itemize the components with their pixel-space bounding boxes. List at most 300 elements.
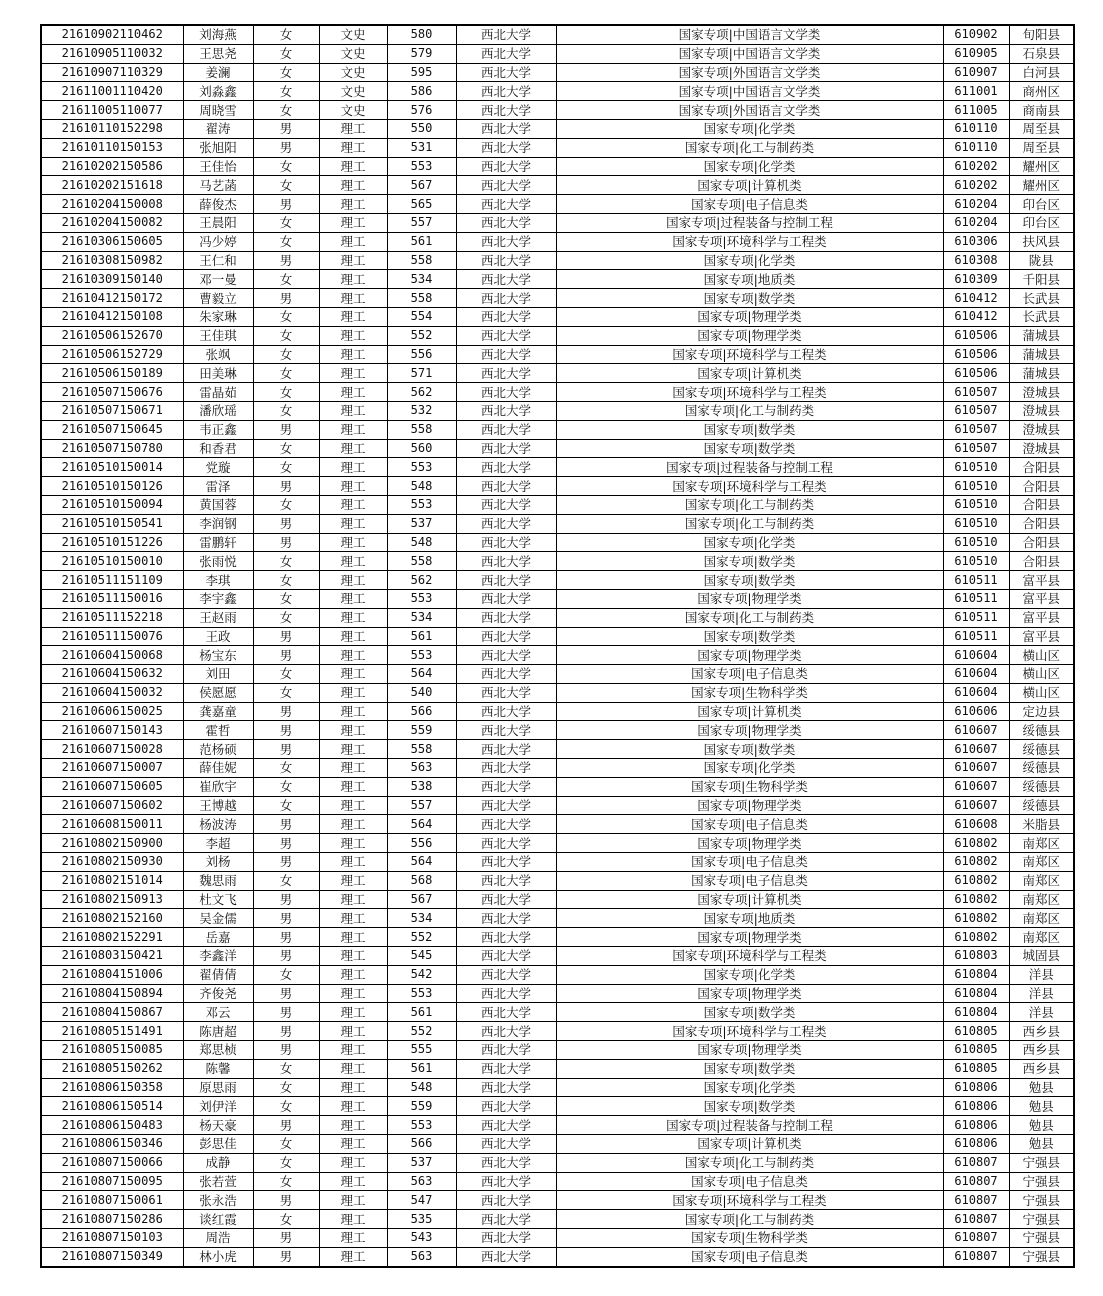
university-cell: 西北大学 — [456, 1116, 556, 1135]
program-major-cell: 国家专项|化工与制药类 — [556, 138, 943, 157]
region-code-cell: 610806 — [943, 1078, 1009, 1097]
university-cell: 西北大学 — [456, 871, 556, 890]
region-code-cell: 610804 — [943, 965, 1009, 984]
gender-cell: 女 — [253, 326, 319, 345]
subject-track-cell: 理工 — [319, 702, 387, 721]
region-code-cell: 610902 — [943, 25, 1009, 44]
gender-cell: 女 — [253, 683, 319, 702]
county-cell: 石泉县 — [1009, 44, 1074, 63]
admission-list-table — [40, 24, 1075, 1268]
subject-track-cell: 理工 — [319, 213, 387, 232]
program-major-cell: 国家专项|环境科学与工程类 — [556, 345, 943, 364]
table-row — [41, 721, 1074, 740]
exam-id-cell: 21610804150867 — [41, 1003, 183, 1022]
table-row — [41, 251, 1074, 270]
subject-track-cell: 理工 — [319, 665, 387, 684]
student-name-cell: 党璇 — [183, 458, 253, 477]
county-cell: 印台区 — [1009, 213, 1074, 232]
table-row — [41, 1041, 1074, 1060]
gender-cell: 男 — [253, 984, 319, 1003]
subject-track-cell: 理工 — [319, 834, 387, 853]
county-cell: 周至县 — [1009, 138, 1074, 157]
program-major-cell: 国家专项|数学类 — [556, 420, 943, 439]
exam-id-cell: 21610807150286 — [41, 1210, 183, 1229]
county-cell: 西乡县 — [1009, 1041, 1074, 1060]
region-code-cell: 610607 — [943, 721, 1009, 740]
university-cell: 西北大学 — [456, 401, 556, 420]
table-row — [41, 589, 1074, 608]
county-cell: 蒲城县 — [1009, 326, 1074, 345]
county-cell: 富平县 — [1009, 589, 1074, 608]
region-code-cell: 610802 — [943, 871, 1009, 890]
table-row — [41, 82, 1074, 101]
university-cell: 西北大学 — [456, 213, 556, 232]
county-cell: 澄城县 — [1009, 420, 1074, 439]
program-major-cell: 国家专项|计算机类 — [556, 176, 943, 195]
program-major-cell: 国家专项|物理学类 — [556, 834, 943, 853]
county-cell: 南郑区 — [1009, 928, 1074, 947]
score-cell: 543 — [387, 1229, 456, 1248]
student-name-cell: 雷泽 — [183, 477, 253, 496]
gender-cell: 男 — [253, 721, 319, 740]
county-cell: 米脂县 — [1009, 815, 1074, 834]
county-cell: 洋县 — [1009, 965, 1074, 984]
student-name-cell: 雷晶茹 — [183, 383, 253, 402]
table-row — [41, 44, 1074, 63]
table-row — [41, 157, 1074, 176]
subject-track-cell: 理工 — [319, 627, 387, 646]
region-code-cell: 610802 — [943, 890, 1009, 909]
student-name-cell: 翟倩倩 — [183, 965, 253, 984]
student-name-cell: 霍哲 — [183, 721, 253, 740]
table-row — [41, 458, 1074, 477]
university-cell: 西北大学 — [456, 157, 556, 176]
student-name-cell: 张永浩 — [183, 1191, 253, 1210]
table-row — [41, 1003, 1074, 1022]
gender-cell: 男 — [253, 909, 319, 928]
student-name-cell: 郑思桢 — [183, 1041, 253, 1060]
subject-track-cell: 理工 — [319, 646, 387, 665]
gender-cell: 男 — [253, 477, 319, 496]
county-cell: 富平县 — [1009, 627, 1074, 646]
program-major-cell: 国家专项|数学类 — [556, 552, 943, 571]
exam-id-cell: 21610510150541 — [41, 514, 183, 533]
table-row — [41, 853, 1074, 872]
county-cell: 陇县 — [1009, 251, 1074, 270]
score-cell: 542 — [387, 965, 456, 984]
program-major-cell: 国家专项|化工与制药类 — [556, 495, 943, 514]
gender-cell: 女 — [253, 1059, 319, 1078]
student-name-cell: 曹毅立 — [183, 289, 253, 308]
gender-cell: 男 — [253, 533, 319, 552]
subject-track-cell: 文史 — [319, 82, 387, 101]
score-cell: 553 — [387, 589, 456, 608]
subject-track-cell: 理工 — [319, 157, 387, 176]
university-cell: 西北大学 — [456, 458, 556, 477]
table-row — [41, 514, 1074, 533]
table-row — [41, 364, 1074, 383]
program-major-cell: 国家专项|过程装备与控制工程 — [556, 213, 943, 232]
exam-id-cell: 21610507150645 — [41, 420, 183, 439]
gender-cell: 女 — [253, 401, 319, 420]
region-code-cell: 610607 — [943, 796, 1009, 815]
county-cell: 宁强县 — [1009, 1247, 1074, 1266]
student-name-cell: 张旭阳 — [183, 138, 253, 157]
university-cell: 西北大学 — [456, 176, 556, 195]
gender-cell: 男 — [253, 702, 319, 721]
university-cell: 西北大学 — [456, 138, 556, 157]
student-name-cell: 彭思佳 — [183, 1135, 253, 1154]
exam-id-cell: 21610802150913 — [41, 890, 183, 909]
student-name-cell: 崔欣宇 — [183, 777, 253, 796]
subject-track-cell: 理工 — [319, 796, 387, 815]
region-code-cell: 610511 — [943, 608, 1009, 627]
student-name-cell: 杨波涛 — [183, 815, 253, 834]
student-name-cell: 谈红霞 — [183, 1210, 253, 1229]
county-cell: 商州区 — [1009, 82, 1074, 101]
subject-track-cell: 理工 — [319, 1078, 387, 1097]
region-code-cell: 610510 — [943, 477, 1009, 496]
university-cell: 西北大学 — [456, 834, 556, 853]
university-cell: 西北大学 — [456, 552, 556, 571]
table-row — [41, 477, 1074, 496]
program-major-cell: 国家专项|计算机类 — [556, 1135, 943, 1154]
gender-cell: 女 — [253, 101, 319, 120]
table-row — [41, 1097, 1074, 1116]
region-code-cell: 610607 — [943, 740, 1009, 759]
program-major-cell: 国家专项|电子信息类 — [556, 1172, 943, 1191]
student-name-cell: 周晓雪 — [183, 101, 253, 120]
program-major-cell: 国家专项|生物科学类 — [556, 777, 943, 796]
table-row — [41, 213, 1074, 232]
university-cell: 西北大学 — [456, 665, 556, 684]
program-major-cell: 国家专项|化工与制药类 — [556, 1210, 943, 1229]
score-cell: 553 — [387, 1116, 456, 1135]
region-code-cell: 610511 — [943, 627, 1009, 646]
score-cell: 595 — [387, 63, 456, 82]
subject-track-cell: 理工 — [319, 289, 387, 308]
county-cell: 洋县 — [1009, 984, 1074, 1003]
program-major-cell: 国家专项|化工与制药类 — [556, 514, 943, 533]
gender-cell: 女 — [253, 157, 319, 176]
table-row — [41, 270, 1074, 289]
exam-id-cell: 21610412150172 — [41, 289, 183, 308]
county-cell: 长武县 — [1009, 289, 1074, 308]
student-name-cell: 黄国蓉 — [183, 495, 253, 514]
score-cell: 532 — [387, 401, 456, 420]
program-major-cell: 国家专项|中国语言文学类 — [556, 25, 943, 44]
region-code-cell: 610806 — [943, 1116, 1009, 1135]
exam-id-cell: 21610805150085 — [41, 1041, 183, 1060]
exam-id-cell: 21610204150082 — [41, 213, 183, 232]
exam-id-cell: 21610506152729 — [41, 345, 183, 364]
subject-track-cell: 理工 — [319, 477, 387, 496]
student-name-cell: 刘海燕 — [183, 25, 253, 44]
program-major-cell: 国家专项|物理学类 — [556, 1041, 943, 1060]
subject-track-cell: 理工 — [319, 589, 387, 608]
region-code-cell: 610511 — [943, 589, 1009, 608]
university-cell: 西北大学 — [456, 383, 556, 402]
subject-track-cell: 理工 — [319, 251, 387, 270]
table-row — [41, 420, 1074, 439]
student-name-cell: 李琪 — [183, 571, 253, 590]
subject-track-cell: 文史 — [319, 101, 387, 120]
score-cell: 553 — [387, 646, 456, 665]
score-cell: 552 — [387, 928, 456, 947]
region-code-cell: 610604 — [943, 683, 1009, 702]
score-cell: 568 — [387, 871, 456, 890]
region-code-cell: 610604 — [943, 646, 1009, 665]
table-row — [41, 1059, 1074, 1078]
gender-cell: 男 — [253, 627, 319, 646]
table-row — [41, 119, 1074, 138]
university-cell: 西北大学 — [456, 326, 556, 345]
program-major-cell: 国家专项|生物科学类 — [556, 1229, 943, 1248]
gender-cell: 男 — [253, 947, 319, 966]
subject-track-cell: 理工 — [319, 1210, 387, 1229]
table-row — [41, 928, 1074, 947]
region-code-cell: 610510 — [943, 458, 1009, 477]
university-cell: 西北大学 — [456, 909, 556, 928]
program-major-cell: 国家专项|地质类 — [556, 909, 943, 928]
university-cell: 西北大学 — [456, 815, 556, 834]
region-code-cell: 610204 — [943, 213, 1009, 232]
program-major-cell: 国家专项|数学类 — [556, 740, 943, 759]
score-cell: 548 — [387, 1078, 456, 1097]
exam-id-cell: 21610506152670 — [41, 326, 183, 345]
university-cell: 西北大学 — [456, 965, 556, 984]
exam-id-cell: 21610202151618 — [41, 176, 183, 195]
score-cell: 561 — [387, 627, 456, 646]
gender-cell: 女 — [253, 25, 319, 44]
score-cell: 553 — [387, 984, 456, 1003]
region-code-cell: 610802 — [943, 834, 1009, 853]
program-major-cell: 国家专项|化学类 — [556, 1078, 943, 1097]
student-name-cell: 和香君 — [183, 439, 253, 458]
exam-id-cell: 21610806150358 — [41, 1078, 183, 1097]
gender-cell: 女 — [253, 176, 319, 195]
exam-id-cell: 21610510151226 — [41, 533, 183, 552]
score-cell: 562 — [387, 383, 456, 402]
program-major-cell: 国家专项|环境科学与工程类 — [556, 232, 943, 251]
gender-cell: 女 — [253, 1078, 319, 1097]
student-name-cell: 韦正鑫 — [183, 420, 253, 439]
exam-id-cell: 21610805150262 — [41, 1059, 183, 1078]
university-cell: 西北大学 — [456, 270, 556, 289]
exam-id-cell: 21610507150676 — [41, 383, 183, 402]
exam-id-cell: 21610905110032 — [41, 44, 183, 63]
county-cell: 扶风县 — [1009, 232, 1074, 251]
subject-track-cell: 理工 — [319, 495, 387, 514]
university-cell: 西北大学 — [456, 63, 556, 82]
program-major-cell: 国家专项|环境科学与工程类 — [556, 477, 943, 496]
subject-track-cell: 理工 — [319, 270, 387, 289]
university-cell: 西北大学 — [456, 82, 556, 101]
score-cell: 556 — [387, 345, 456, 364]
region-code-cell: 610202 — [943, 157, 1009, 176]
region-code-cell: 610804 — [943, 1003, 1009, 1022]
program-major-cell: 国家专项|过程装备与控制工程 — [556, 458, 943, 477]
county-cell: 富平县 — [1009, 608, 1074, 627]
gender-cell: 女 — [253, 1172, 319, 1191]
gender-cell: 女 — [253, 1210, 319, 1229]
exam-id-cell: 21610606150025 — [41, 702, 183, 721]
score-cell: 550 — [387, 119, 456, 138]
university-cell: 西北大学 — [456, 514, 556, 533]
university-cell: 西北大学 — [456, 251, 556, 270]
gender-cell: 男 — [253, 740, 319, 759]
county-cell: 长武县 — [1009, 307, 1074, 326]
region-code-cell: 611001 — [943, 82, 1009, 101]
subject-track-cell: 理工 — [319, 383, 387, 402]
score-cell: 566 — [387, 702, 456, 721]
score-cell: 538 — [387, 777, 456, 796]
gender-cell: 女 — [253, 1097, 319, 1116]
gender-cell: 男 — [253, 646, 319, 665]
exam-id-cell: 21610510150094 — [41, 495, 183, 514]
student-name-cell: 范杨硕 — [183, 740, 253, 759]
score-cell: 548 — [387, 533, 456, 552]
county-cell: 绥德县 — [1009, 759, 1074, 778]
gender-cell: 女 — [253, 495, 319, 514]
university-cell: 西北大学 — [456, 1003, 556, 1022]
student-name-cell: 雷鹏轩 — [183, 533, 253, 552]
gender-cell: 男 — [253, 834, 319, 853]
program-major-cell: 国家专项|数学类 — [556, 1097, 943, 1116]
subject-track-cell: 理工 — [319, 1135, 387, 1154]
gender-cell: 女 — [253, 759, 319, 778]
score-cell: 579 — [387, 44, 456, 63]
university-cell: 西北大学 — [456, 1172, 556, 1191]
score-cell: 571 — [387, 364, 456, 383]
exam-id-cell: 21610511151109 — [41, 571, 183, 590]
student-name-cell: 成静 — [183, 1153, 253, 1172]
program-major-cell: 国家专项|化学类 — [556, 533, 943, 552]
table-row — [41, 1210, 1074, 1229]
university-cell: 西北大学 — [456, 683, 556, 702]
score-cell: 564 — [387, 815, 456, 834]
exam-id-cell: 21610510150010 — [41, 552, 183, 571]
county-cell: 白河县 — [1009, 63, 1074, 82]
region-code-cell: 610806 — [943, 1097, 1009, 1116]
table-row — [41, 101, 1074, 120]
program-major-cell: 国家专项|地质类 — [556, 270, 943, 289]
score-cell: 586 — [387, 82, 456, 101]
score-cell: 537 — [387, 514, 456, 533]
student-name-cell: 刘田 — [183, 665, 253, 684]
program-major-cell: 国家专项|中国语言文学类 — [556, 82, 943, 101]
subject-track-cell: 理工 — [319, 871, 387, 890]
student-name-cell: 邓云 — [183, 1003, 253, 1022]
score-cell: 555 — [387, 1041, 456, 1060]
exam-id-cell: 21610802150930 — [41, 853, 183, 872]
table-row — [41, 702, 1074, 721]
gender-cell: 女 — [253, 608, 319, 627]
county-cell: 西乡县 — [1009, 1059, 1074, 1078]
exam-id-cell: 21610510150126 — [41, 477, 183, 496]
student-name-cell: 田美琳 — [183, 364, 253, 383]
student-name-cell: 陈馨 — [183, 1059, 253, 1078]
exam-id-cell: 21611001110420 — [41, 82, 183, 101]
table-row — [41, 533, 1074, 552]
table-row — [41, 740, 1074, 759]
region-code-cell: 610805 — [943, 1041, 1009, 1060]
gender-cell: 女 — [253, 82, 319, 101]
subject-track-cell: 文史 — [319, 25, 387, 44]
region-code-cell: 610807 — [943, 1153, 1009, 1172]
program-major-cell: 国家专项|中国语言文学类 — [556, 44, 943, 63]
university-cell: 西北大学 — [456, 1022, 556, 1041]
program-major-cell: 国家专项|物理学类 — [556, 326, 943, 345]
score-cell: 567 — [387, 176, 456, 195]
exam-id-cell: 21610802152160 — [41, 909, 183, 928]
table-row — [41, 909, 1074, 928]
university-cell: 西北大学 — [456, 1078, 556, 1097]
exam-id-cell: 21610604150032 — [41, 683, 183, 702]
subject-track-cell: 理工 — [319, 195, 387, 214]
exam-id-cell: 21610202150586 — [41, 157, 183, 176]
table-row — [41, 608, 1074, 627]
region-code-cell: 610204 — [943, 195, 1009, 214]
county-cell: 澄城县 — [1009, 439, 1074, 458]
county-cell: 横山区 — [1009, 646, 1074, 665]
university-cell: 西北大学 — [456, 307, 556, 326]
gender-cell: 男 — [253, 928, 319, 947]
table-row — [41, 777, 1074, 796]
gender-cell: 女 — [253, 307, 319, 326]
gender-cell: 女 — [253, 1135, 319, 1154]
region-code-cell: 610308 — [943, 251, 1009, 270]
gender-cell: 男 — [253, 1022, 319, 1041]
subject-track-cell: 理工 — [319, 232, 387, 251]
exam-id-cell: 21610802152291 — [41, 928, 183, 947]
university-cell: 西北大学 — [456, 646, 556, 665]
subject-track-cell: 理工 — [319, 533, 387, 552]
county-cell: 绥德县 — [1009, 740, 1074, 759]
subject-track-cell: 理工 — [319, 909, 387, 928]
university-cell: 西北大学 — [456, 627, 556, 646]
exam-id-cell: 21610604150632 — [41, 665, 183, 684]
gender-cell: 男 — [253, 195, 319, 214]
exam-id-cell: 21610806150346 — [41, 1135, 183, 1154]
student-name-cell: 杜文飞 — [183, 890, 253, 909]
university-cell: 西北大学 — [456, 364, 556, 383]
gender-cell: 女 — [253, 383, 319, 402]
exam-id-cell: 21610804150894 — [41, 984, 183, 1003]
gender-cell: 女 — [253, 777, 319, 796]
score-cell: 567 — [387, 890, 456, 909]
county-cell: 合阳县 — [1009, 533, 1074, 552]
table-row — [41, 890, 1074, 909]
university-cell: 西北大学 — [456, 721, 556, 740]
table-row — [41, 683, 1074, 702]
region-code-cell: 610805 — [943, 1022, 1009, 1041]
county-cell: 南郑区 — [1009, 909, 1074, 928]
table-row — [41, 665, 1074, 684]
county-cell: 周至县 — [1009, 119, 1074, 138]
university-cell: 西北大学 — [456, 1097, 556, 1116]
region-code-cell: 610202 — [943, 176, 1009, 195]
exam-id-cell: 21610607150007 — [41, 759, 183, 778]
gender-cell: 男 — [253, 1116, 319, 1135]
county-cell: 宁强县 — [1009, 1153, 1074, 1172]
score-cell: 561 — [387, 1003, 456, 1022]
county-cell: 宁强县 — [1009, 1172, 1074, 1191]
program-major-cell: 国家专项|数学类 — [556, 627, 943, 646]
county-cell: 勉县 — [1009, 1116, 1074, 1135]
county-cell: 富平县 — [1009, 571, 1074, 590]
student-name-cell: 刘伊洋 — [183, 1097, 253, 1116]
